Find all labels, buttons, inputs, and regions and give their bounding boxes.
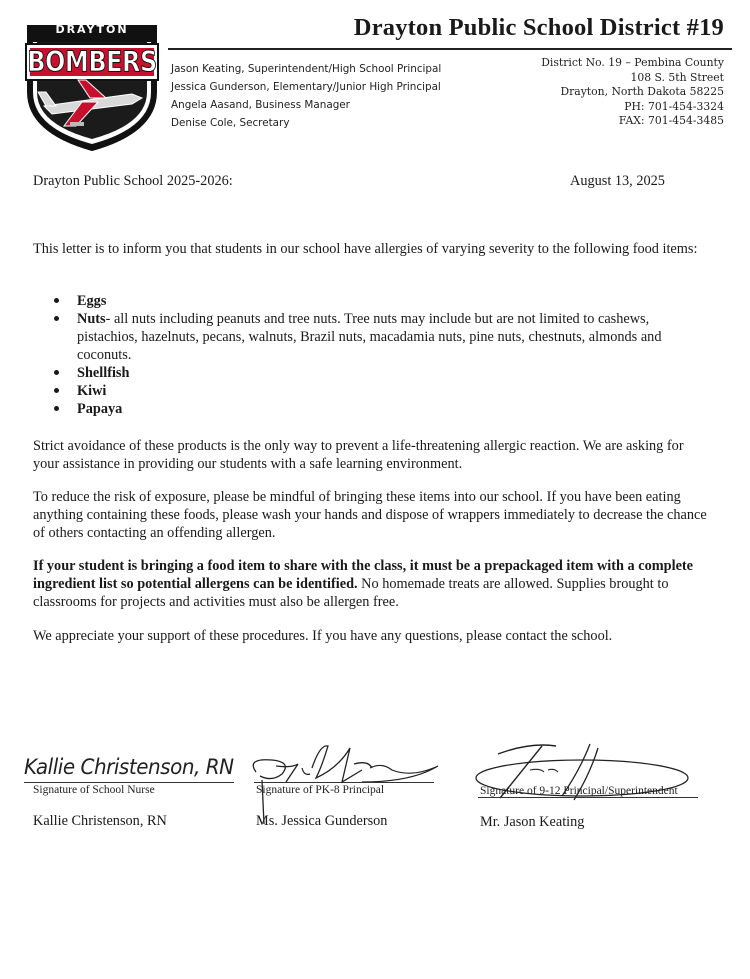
allergen-name: Nuts (77, 311, 106, 327)
pk8-signature-line (254, 782, 434, 783)
staff-line: Angela Aasand, Business Manager (171, 99, 350, 111)
allergen-name: Eggs (77, 293, 107, 309)
address-line: 108 S. 5th Street (630, 70, 724, 84)
exposure-paragraph: To reduce the risk of exposure, please be mindful of bringing these items into our school. If you have been eating anything containing these foods, please wash your hands and dispose of wrappers immediately to decrease the chance of others contacting an offending allergen. (33, 489, 707, 541)
staff-list (171, 60, 441, 132)
pk8-signature-label: Signature of PK-8 Principal (256, 784, 385, 796)
district-title: Drayton Public School District #19 (353, 14, 724, 41)
avoidance-paragraph: Strict avoidance of these products is the only way to prevent a life-threatening allergic reaction. We are asking for your assistance in providing our students with a safe learning environment. (33, 438, 684, 472)
sharing-paragraph (33, 557, 713, 611)
allergen-list (33, 292, 713, 418)
address-line: FAX: 701-454-3485 (618, 114, 724, 128)
sharing-rule-rest: No homemade treats are allowed. Supplies brought to classrooms for projects and activities must also be allergen free. (33, 576, 669, 610)
logo-top-text: DRAYTON (55, 23, 129, 36)
address-line: Drayton, North Dakota 58225 (560, 85, 724, 99)
bombers-logo (24, 22, 160, 152)
nurse-signature-script: Kallie Christenson, RN (24, 755, 234, 779)
allergen-item (33, 364, 713, 382)
letter-heading: Drayton Public School 2025-2026: (33, 173, 233, 189)
staff-line: Jason Keating, Superintendent/High School Principal (171, 63, 442, 75)
superintendent-signature-label: Signature of 9-12 Principal/Superintendent (480, 785, 678, 797)
allergen-detail: - all nuts including peanuts and tree nuts. Tree nuts may include but are not limited to cashews, pistachios, hazelnuts, pecans, walnuts, Brazil nuts, macadamia nuts, pine nuts, chestnuts, almonds and coconuts. (77, 311, 662, 363)
allergen-item (33, 400, 713, 418)
allergen-item (33, 310, 713, 364)
address-line: PH: 701-454-3324 (624, 99, 724, 113)
allergen-name: Shellfish (77, 365, 130, 381)
staff-line: Jessica Gunderson, Elementary/Junior High Principal (171, 81, 441, 93)
header-rule (168, 48, 732, 50)
nurse-name: Kallie Christenson, RN (33, 813, 167, 829)
allergen-name: Papaya (77, 401, 123, 417)
staff-line: Denise Cole, Secretary (171, 117, 290, 129)
superintendent-name: Mr. Jason Keating (480, 814, 585, 830)
district-address (541, 56, 724, 129)
letter-date: August 13, 2025 (570, 173, 665, 189)
sharing-rule-bold: If your student is bringing a food item to share with the class, it must be a prepackaged item with a complete ingredient list so potential allergens can be identified. (33, 558, 694, 592)
logo-main-text: BOMBERS (27, 45, 157, 79)
nurse-signature-label: Signature of School Nurse (33, 784, 155, 796)
pk8-principal-name: Ms. Jessica Gunderson (256, 813, 388, 829)
intro-paragraph: This letter is to inform you that students in our school have allergies of varying severity to the following food items: (33, 241, 698, 257)
allergen-item (33, 382, 713, 400)
allergen-item (33, 292, 713, 310)
thanks-paragraph: We appreciate your support of these procedures. If you have any questions, please contact the school. (33, 628, 613, 644)
superintendent-signature-line (478, 797, 698, 798)
nurse-signature-line (24, 782, 234, 783)
allergen-name: Kiwi (77, 383, 107, 399)
address-line: District No. 19 – Pembina County (541, 56, 724, 69)
